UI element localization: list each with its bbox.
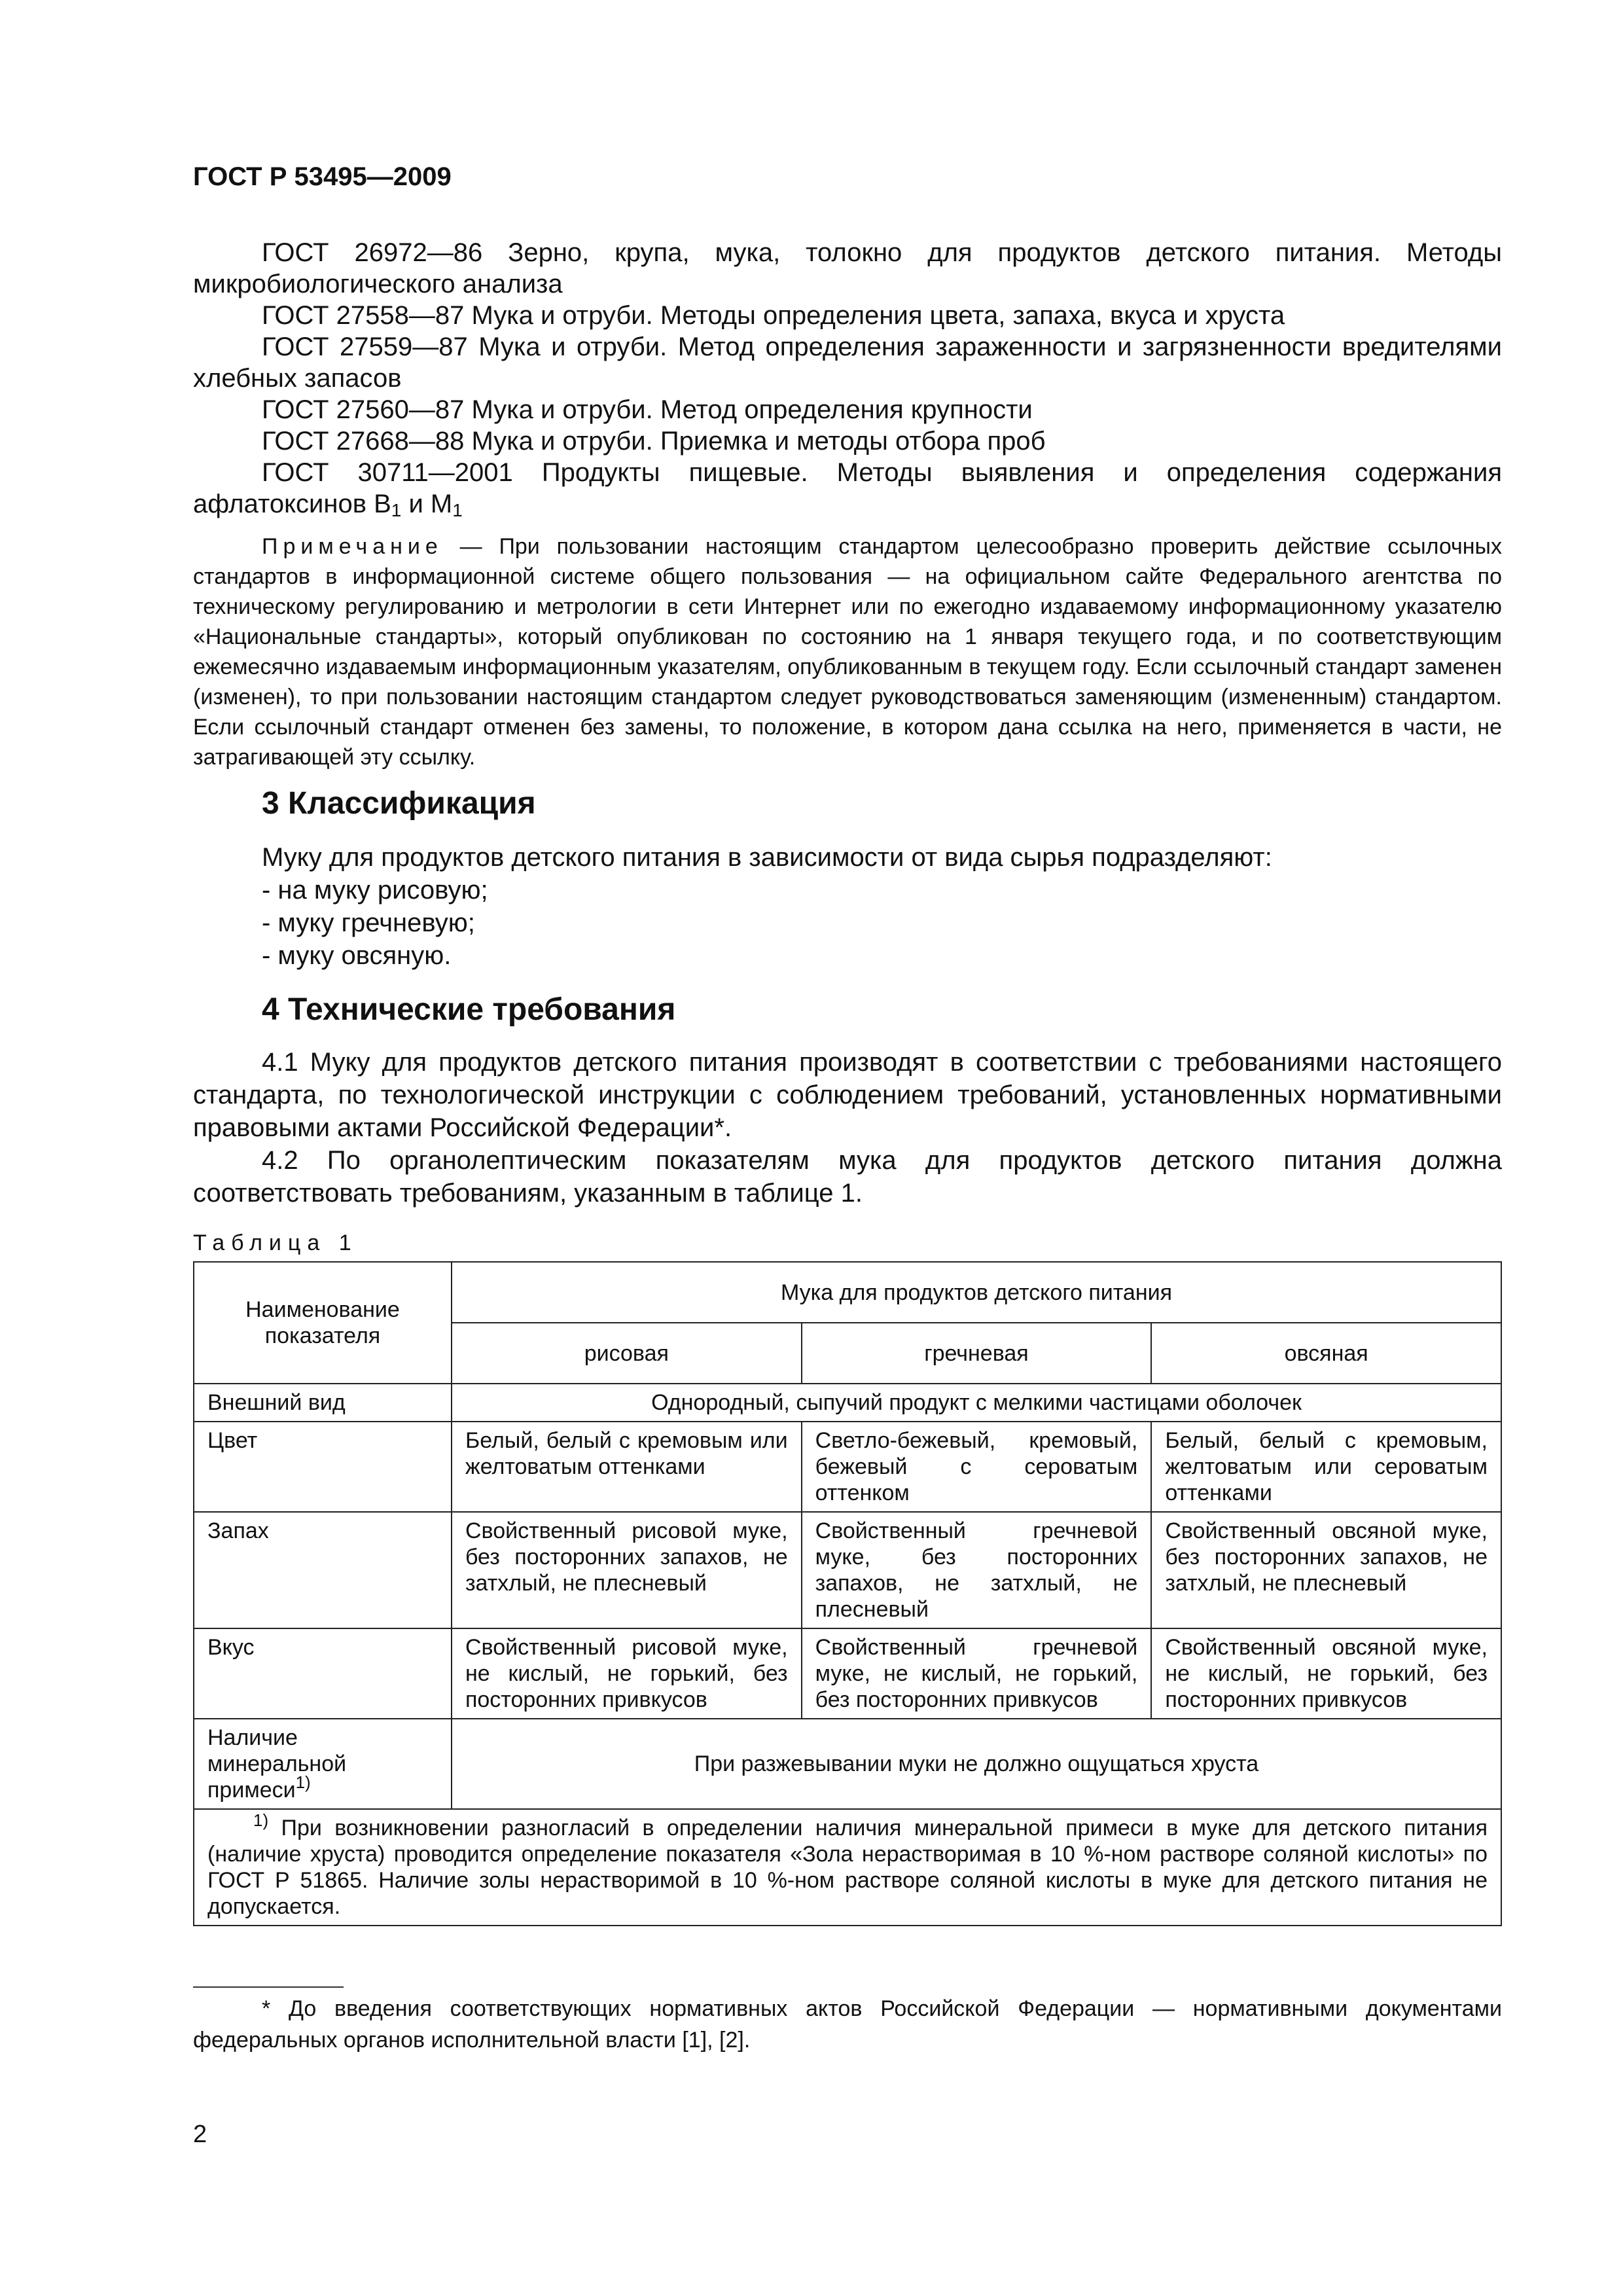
reference-item: ГОСТ 27668—88 Мука и отруби. Приемка и методы отбора проб bbox=[262, 427, 1046, 456]
row-label: Внешний вид bbox=[194, 1384, 452, 1422]
subscript: 1 bbox=[391, 500, 402, 520]
table-header-row bbox=[194, 1262, 1501, 1323]
table-row bbox=[194, 1384, 1501, 1422]
cell-value: Свойственный овсяной муке, без посторонних запахов, не затхлый, не плесневый bbox=[1151, 1512, 1501, 1628]
cell-value: Светло-бежевый, кремовый, бежевый с сероватым оттенком bbox=[802, 1422, 1152, 1512]
row-label: Запах bbox=[194, 1512, 452, 1628]
table-row bbox=[194, 1628, 1501, 1719]
footnote-mark: 1) bbox=[253, 1810, 269, 1830]
header-flour-group: Мука для продуктов детского питания bbox=[452, 1262, 1501, 1323]
note-label: Примечание bbox=[262, 534, 443, 559]
cell-value: Белый, белый с кремовым или желтоватым оттенками bbox=[452, 1422, 802, 1512]
subscript: 1 bbox=[452, 500, 463, 520]
cell-value: Белый, белый с кремовым, желтоватым или сероватым оттенками bbox=[1151, 1422, 1501, 1512]
list-item: - на муку рисовую; bbox=[262, 876, 488, 905]
cell-value: Свойственный гречневой муке, не кислый, не горький, без посторонних привкусов bbox=[802, 1628, 1152, 1719]
header-indicator: Наименование показателя bbox=[194, 1262, 452, 1384]
cell-value: Однородный, сыпучий продукт с мелкими частицами оболочек bbox=[452, 1384, 1501, 1422]
reference-item-aflatoxin bbox=[193, 457, 1502, 520]
reference-item: ГОСТ 27559—87 Мука и отруби. Метод определения зараженности и загрязненности вредителями хлебных запасов bbox=[193, 332, 1502, 393]
cell-value: Свойственный овсяной муке, не кислый, не горький, без посторонних привкусов bbox=[1151, 1628, 1501, 1719]
document-header: ГОСТ Р 53495—2009 bbox=[193, 162, 452, 191]
table-row bbox=[194, 1422, 1501, 1512]
reference-text: и M bbox=[401, 490, 453, 518]
table-caption: Таблица 1 bbox=[193, 1230, 358, 1255]
cell-value: Свойственный гречневой муке, без посторонних запахов, не затхлый, не плесневый bbox=[802, 1512, 1152, 1628]
cell-value: При разжевывании муки не должно ощущаться хруста bbox=[452, 1719, 1501, 1809]
table-footnote-text: При возникновении разногласий в определении наличия минеральной примеси в муке для детского питания (наличие хруста) проводится определение показателя «Зола нерастворимая в 10 %-ном растворе соляной кислоты» по ГОСТ Р 51865. Наличие золы нерастворимой в 10 %-ном растворе соляной кислоты в муке для детского питания не допускается. bbox=[207, 1816, 1488, 1919]
footnote-divider bbox=[193, 1986, 344, 1988]
reference-list bbox=[193, 237, 1502, 520]
row-label bbox=[194, 1719, 452, 1809]
header-oat: овсяная bbox=[1151, 1323, 1501, 1384]
note-paragraph bbox=[193, 531, 1502, 772]
row-label-text: Наличие минеральной примеси bbox=[207, 1725, 347, 1803]
header-buckwheat: гречневая bbox=[802, 1323, 1152, 1384]
list-item: - муку овсяную. bbox=[262, 941, 452, 970]
section-heading-classification: 3 Классификация bbox=[262, 786, 536, 821]
reference-text: ГОСТ 30711—2001 Продукты пищевые. Методы выявления и определения содержания афлатоксинов B bbox=[193, 458, 1502, 518]
paragraph-4-2: 4.2 По органолептическим показателям мука для продуктов детского питания должна соответствовать требованиям, указанным в таблице 1. bbox=[193, 1146, 1502, 1208]
reference-item: ГОСТ 27560—87 Мука и отруби. Метод определения крупности bbox=[262, 395, 1033, 424]
classification-list bbox=[262, 874, 488, 972]
row-label: Цвет bbox=[194, 1422, 452, 1512]
classification-intro: Муку для продуктов детского питания в зависимости от вида сырья подразделяют: bbox=[262, 843, 1272, 872]
page-footnote: * До введения соответствующих нормативных актов Российской Федерации — нормативными документами федеральных органов исполнительной власти [1], [2]. bbox=[193, 1996, 1502, 2053]
cell-value: Свойственный рисовой муке, без посторонних запахов, не затхлый, не плесневый bbox=[452, 1512, 802, 1628]
header-rice: рисовая bbox=[452, 1323, 802, 1384]
table-footnote bbox=[194, 1809, 1501, 1926]
row-label: Вкус bbox=[194, 1628, 452, 1719]
paragraph-4-1: 4.1 Муку для продуктов детского питания производят в соответствии с требованиями настоящего стандарта, по технологической инструкции с соблюдением требований, установленных нормативными правовыми актами Российской Федерации*. bbox=[193, 1048, 1502, 1142]
table-row bbox=[194, 1719, 1501, 1809]
footnote-mark: 1) bbox=[295, 1772, 311, 1792]
table-row bbox=[194, 1512, 1501, 1628]
note-text: — При пользовании настоящим стандартом целесообразно проверить действие ссылочных стандартов в информационной системе общего пользования — на официальном сайте Федерального агентства по техническому регулированию и метрологии в сети Интернет или по ежегодно издаваемому информационному указателю «Национальные стандарты», который опубликован по состоянию на 1 января текущего года, и по соответствующим ежемесячно издаваемым информационным указателям, опубликованным в текущем году. Если ссылочный стандарт заменен (изменен), то при пользовании настоящим стандартом следует руководствоваться заменяющим (измененным) стандартом. Если ссылочный стандарт отменен без замены, то положение, в котором дана ссылка на него, применяется в части, не затрагивающей эту ссылку. bbox=[193, 534, 1502, 770]
reference-item: ГОСТ 27558—87 Мука и отруби. Методы определения цвета, запаха, вкуса и хруста bbox=[262, 301, 1285, 330]
list-item: - муку гречневую; bbox=[262, 908, 475, 937]
page-number: 2 bbox=[193, 2121, 207, 2148]
organoleptic-table bbox=[193, 1261, 1502, 1926]
table-footnote-row bbox=[194, 1809, 1501, 1926]
reference-item: ГОСТ 26972—86 Зерно, крупа, мука, толокно для продуктов детского питания. Методы микробиологического анализа bbox=[193, 238, 1502, 298]
cell-value: Свойственный рисовой муке, не кислый, не горький, без посторонних привкусов bbox=[452, 1628, 802, 1719]
section-heading-requirements: 4 Технические требования bbox=[262, 992, 676, 1027]
requirements-paragraphs bbox=[193, 1046, 1502, 1210]
